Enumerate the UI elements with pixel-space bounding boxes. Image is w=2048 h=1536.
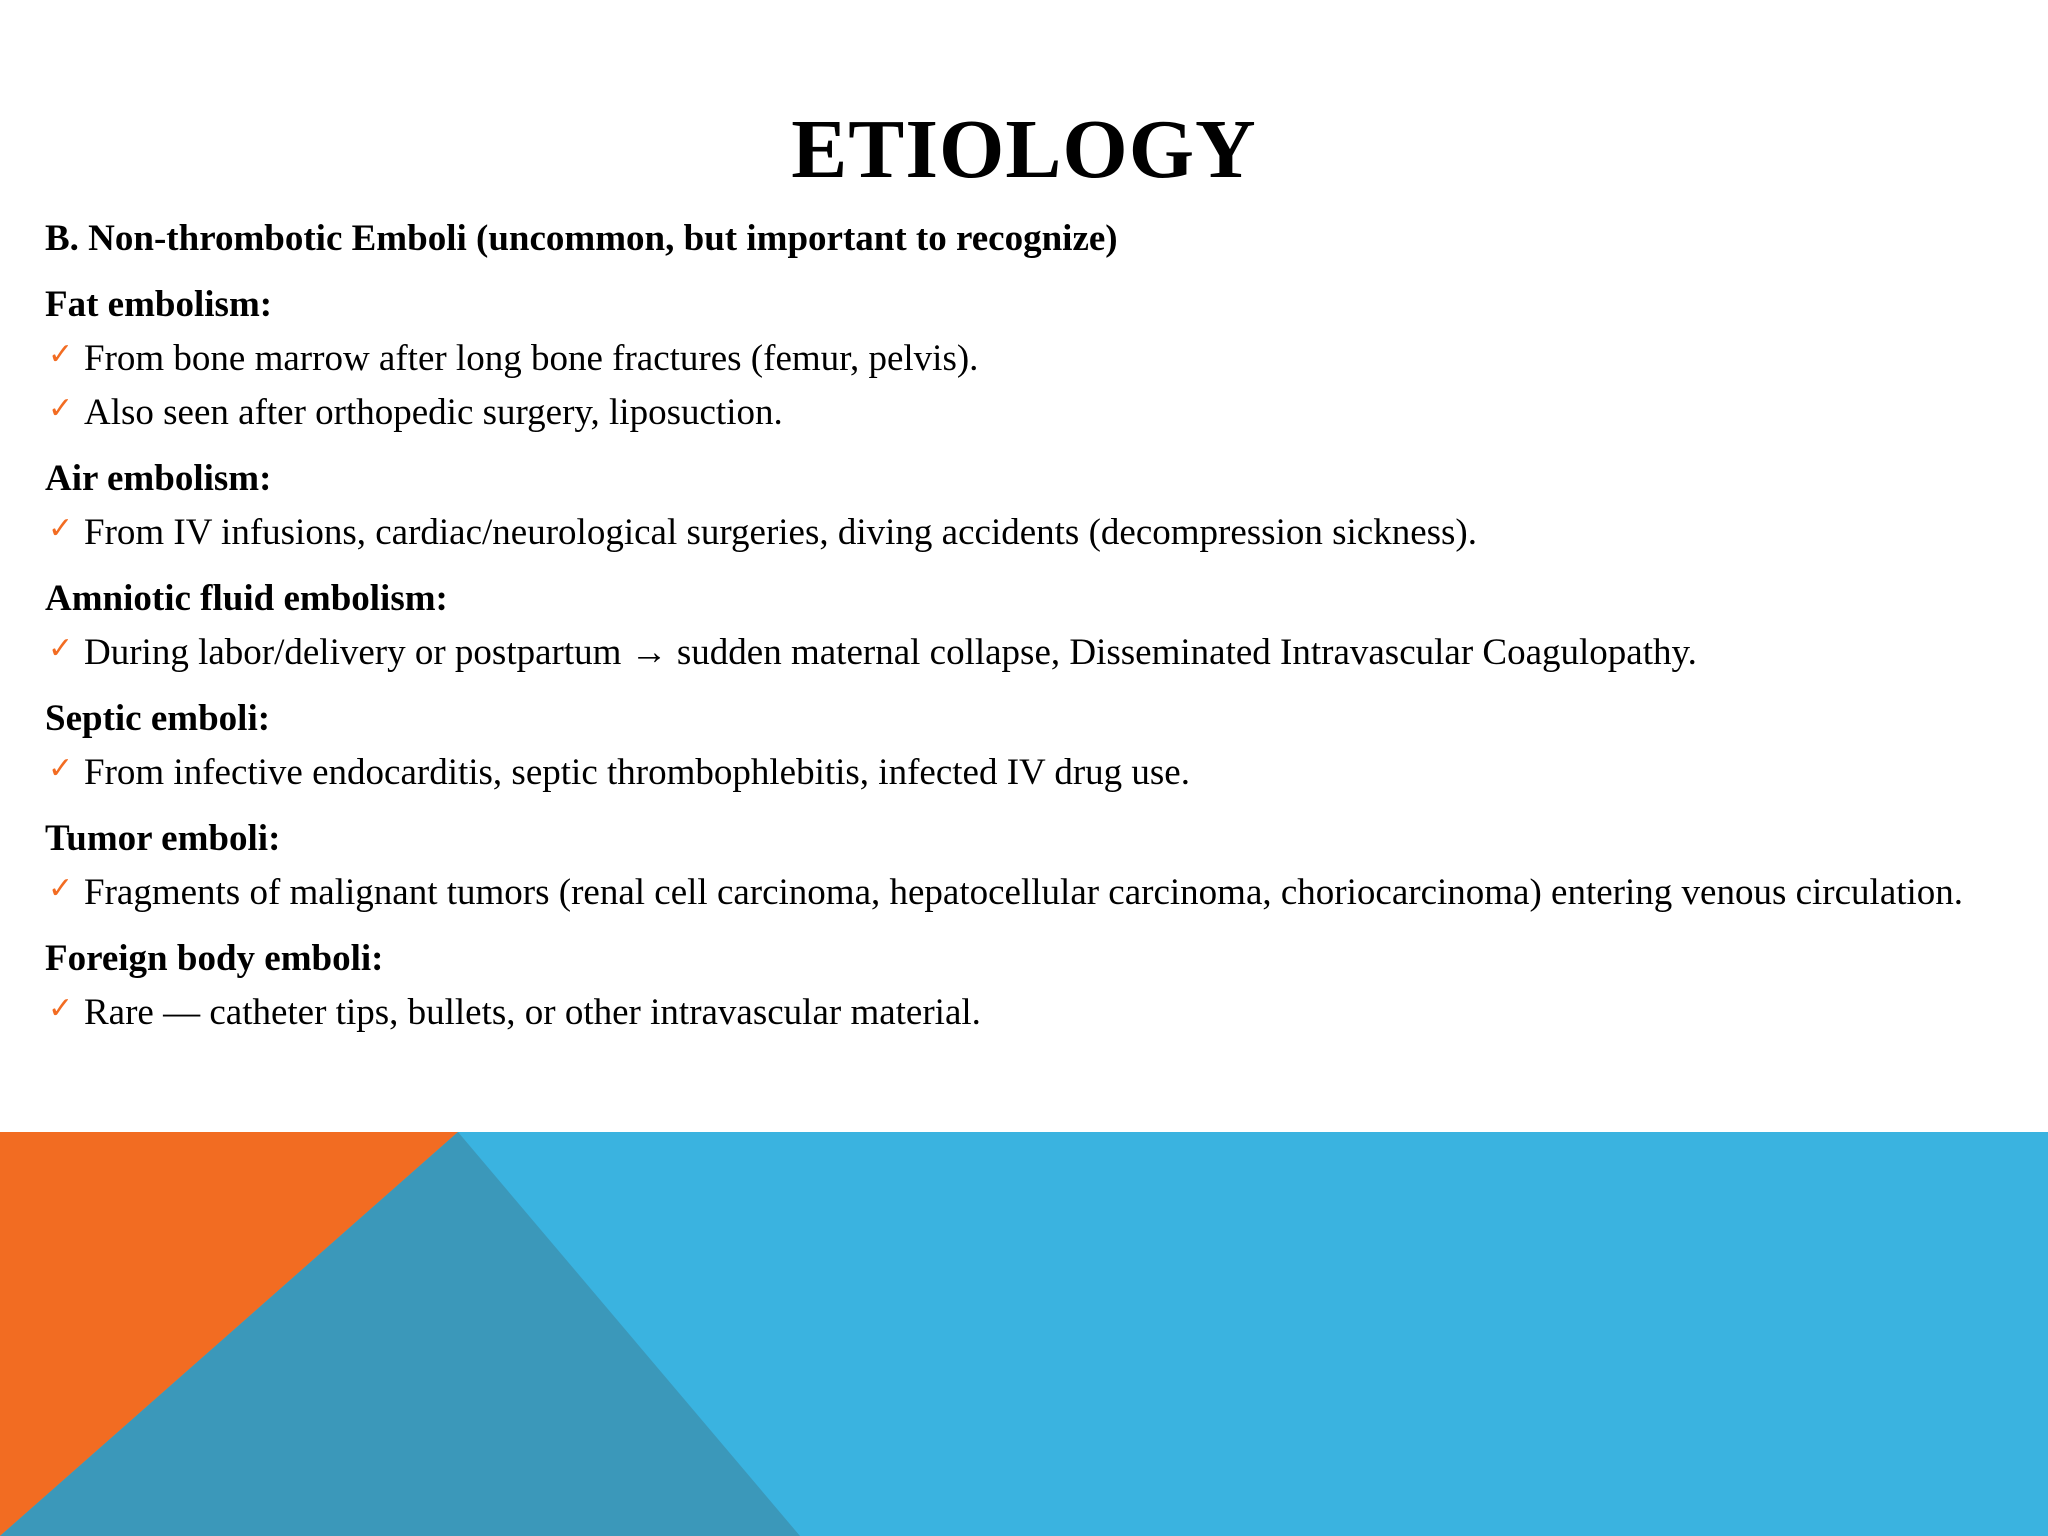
section-amniotic-fluid-embolism	[45, 575, 2005, 677]
list-item	[45, 335, 2005, 383]
check-icon: ✓	[48, 871, 74, 906]
section-heading: Amniotic fluid embolism:	[45, 578, 448, 619]
section-air-embolism	[45, 455, 2005, 557]
list-item	[45, 629, 2005, 677]
check-icon: ✓	[48, 751, 74, 786]
check-icon: ✓	[48, 631, 74, 666]
bullet-text: During labor/delivery or postpartum → sudden maternal collapse, Disseminated Intravascular Coagulopathy.	[84, 632, 1697, 673]
section-heading: Fat embolism:	[45, 284, 273, 325]
list-item	[45, 749, 2005, 797]
section-heading: Tumor emboli:	[45, 818, 281, 859]
list-item	[45, 509, 2005, 557]
list-item	[45, 389, 2005, 437]
section-fat-embolism	[45, 281, 2005, 437]
slide-subtitle: B. Non-thrombotic Emboli (uncommon, but important to recognize)	[45, 218, 1118, 259]
section-foreign-body-emboli	[45, 935, 2005, 1037]
slide-content	[45, 215, 2005, 1037]
check-icon: ✓	[48, 337, 74, 372]
section-tumor-emboli	[45, 815, 2005, 917]
list-item	[45, 869, 2005, 917]
bullet-text: From bone marrow after long bone fractures (femur, pelvis).	[84, 338, 979, 379]
bullet-text: From IV infusions, cardiac/neurological surgeries, diving accidents (decompression sickness).	[84, 512, 1477, 553]
bullet-text: Rare — catheter tips, bullets, or other intravascular material.	[84, 992, 981, 1033]
section-septic-emboli	[45, 695, 2005, 797]
check-icon: ✓	[48, 511, 74, 546]
check-icon: ✓	[48, 991, 74, 1026]
list-item	[45, 989, 2005, 1037]
bullet-text: Also seen after orthopedic surgery, liposuction.	[84, 392, 783, 433]
section-heading: Septic emboli:	[45, 698, 271, 739]
slide-title: ETIOLOGY	[791, 103, 1257, 196]
bullet-text: Fragments of malignant tumors (renal cell carcinoma, hepatocellular carcinoma, choriocarcinoma) entering venous circulation.	[84, 872, 1964, 913]
bullet-text: From infective endocarditis, septic thrombophlebitis, infected IV drug use.	[84, 752, 1190, 793]
check-icon: ✓	[48, 391, 74, 426]
section-heading: Air embolism:	[45, 458, 272, 499]
section-heading: Foreign body emboli:	[45, 938, 384, 979]
